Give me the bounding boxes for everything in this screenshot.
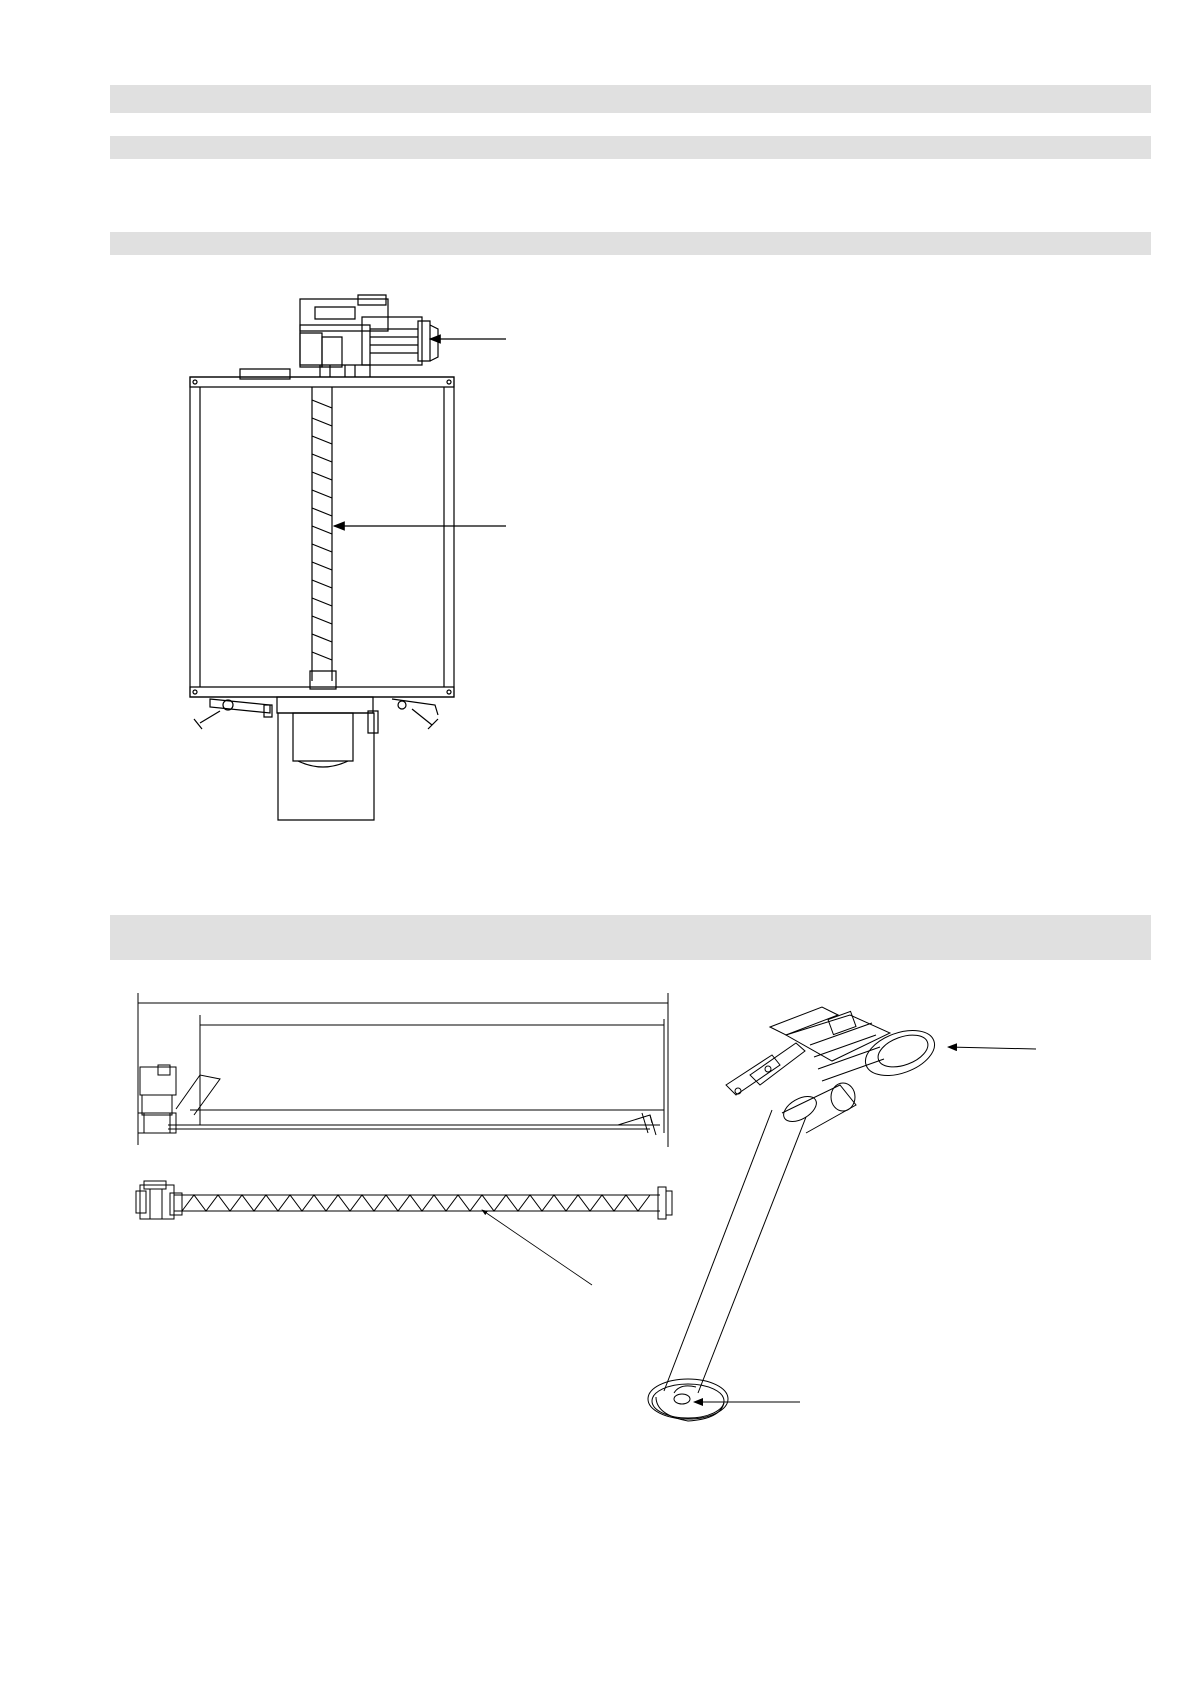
vertical-screw bbox=[310, 387, 336, 689]
header-bar-4 bbox=[110, 915, 1151, 960]
conveyor-isometric-drawing bbox=[600, 1005, 1050, 1455]
hopper-front-view-drawing bbox=[180, 285, 520, 805]
top-motor bbox=[240, 295, 438, 379]
iso-motor-callout-arrow bbox=[948, 1047, 1036, 1049]
conveyor-top-view bbox=[136, 1181, 672, 1219]
isometric-motor bbox=[726, 1007, 941, 1133]
header-bar-2 bbox=[110, 136, 1151, 159]
top-view-screw-callout-arrow bbox=[482, 1210, 592, 1285]
inclined-tube bbox=[648, 1110, 806, 1421]
bottom-discharge bbox=[194, 697, 438, 820]
hopper-frame bbox=[190, 377, 454, 697]
header-bar-1 bbox=[110, 85, 1151, 113]
header-bar-3 bbox=[110, 232, 1151, 255]
conveyor-side-view bbox=[138, 993, 668, 1147]
